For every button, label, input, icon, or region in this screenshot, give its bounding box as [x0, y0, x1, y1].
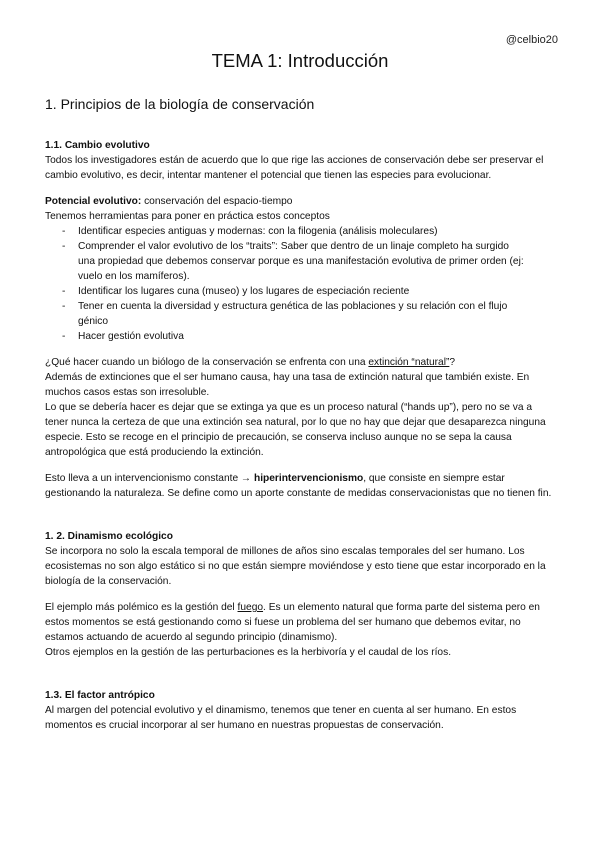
hiper-term: hiperintervencionismo — [253, 473, 364, 484]
herramientas-intro: Tenemos herramientas para poner en práctica estos conceptos — [45, 211, 330, 222]
question-pre: ¿Qué hacer cuando un biólogo de la conservación se enfrenta con una — [45, 357, 369, 368]
fuego-link[interactable]: fuego — [237, 602, 264, 613]
document-body — [45, 138, 557, 733]
potencial-evolutivo-line — [45, 194, 557, 209]
page-title: TEMA 1: Introducción — [211, 50, 389, 71]
list-item: - Tener en cuenta la diversidad y estructura genética de las poblaciones y su relación con el flujo génico — [62, 299, 557, 329]
extincion-natural-link[interactable]: extinción “natural” — [368, 357, 450, 368]
question-post: ? — [449, 357, 456, 368]
paragraph-precaucion: Lo que se debería hacer es dejar que se extinga ya que es un proceso natural (“hands up”), pero no se va a tener nunca la certeza de que una extinción sea natural, por lo que no hay que dejar que desaparezca ninguna especie. Esto se recoge en el principio de precaución, se conserva incluso aunque no se sepa la causa antropológica que está produciendo la extinción. — [45, 402, 546, 458]
list-item: - Hacer gestión evolutiva — [62, 329, 557, 344]
paragraph-factor-antropico: Al margen del potencial evolutivo y el dinamismo, tenemos que tener en cuenta al ser humano. En estos momentos es crucial incorporar al ser humano en nuestras propuestas de conservación. — [45, 705, 517, 731]
list-item: - Comprender el valor evolutivo de los “traits”: Saber que dentro de un linaje completo ha surgido una propiedad que debemos conservar porque es una manifestación evolutiva de primer orden (ej: vuelo en los mamíferos). — [62, 239, 557, 284]
paragraph-hiperintervencionismo — [45, 471, 557, 501]
heading-dinamismo: 1. 2. Dinamismo ecológico — [45, 531, 173, 542]
hiper-post: , que consiste en siempre estar gestionando la naturaleza. Se define como un aporte constante de medidas conservacionistas que no tienen fin. — [45, 473, 552, 499]
hiper-pre: Esto lleva a un intervencionismo constante → — [45, 473, 254, 484]
question-line — [45, 355, 557, 370]
paragraph-fuego — [45, 600, 557, 645]
potencial-text: conservación del espacio-tiempo — [141, 196, 293, 207]
fuego-post: . Es un elemento natural que forma parte del sistema pero en estos momentos se está gestionando como si fuese un problema del ser humano que debemos evitar, no estamos actuando de acuerdo al segundo principio (dinamismo). — [45, 602, 540, 643]
heading-cambio-evolutivo: 1.1. Cambio evolutivo — [45, 140, 150, 151]
section-title: 1. Principios de la biología de conservación — [45, 96, 315, 112]
paragraph-dinamismo: Se incorpora no solo la escala temporal de millones de años sino escalas temporales del ser humano. Los ecosistemas no son algo estático si no que están siempre moviéndose y esto tiene que estar incorporado en la biología de la conservación. — [45, 546, 546, 587]
paragraph-cambio-evolutivo: Todos los investigadores están de acuerdo que lo que rige las acciones de conservación debe ser preservar el cambio evolutivo, es decir, intentar mantener el potencial que tienen las especies para evolucionar. — [45, 155, 544, 181]
paragraph-extinciones: Además de extinciones que el ser humano causa, hay una tasa de extinción natural que también existe. En muchos casos estas son irresoluble. — [45, 372, 530, 398]
heading-factor-antropico: 1.3. El factor antrópico — [45, 690, 155, 701]
paragraph-otros-ejemplos: Otros ejemplos en la gestión de las perturbaciones es la herbivoría y el caudal de los ríos. — [45, 647, 452, 658]
fuego-pre: El ejemplo más polémico es la gestión del — [45, 602, 238, 613]
list-item: - Identificar los lugares cuna (museo) y los lugares de especiación reciente — [62, 284, 557, 299]
list-item: - Identificar especies antiguas y modernas: con la filogenia (análisis moleculares) — [62, 224, 557, 239]
potencial-label: Potencial evolutivo: — [45, 196, 142, 207]
herramientas-list — [45, 224, 557, 344]
author-handle: @celbio20 — [505, 34, 558, 46]
